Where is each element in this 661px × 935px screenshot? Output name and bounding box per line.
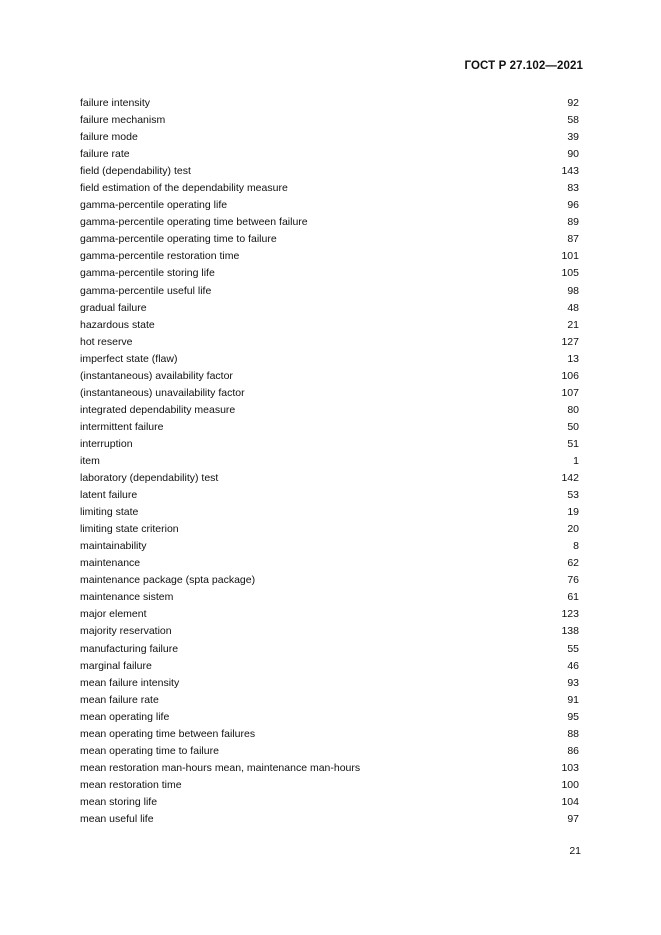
index-term: hazardous state: [80, 318, 155, 331]
index-entry: [80, 163, 579, 180]
index-page-ref: 87: [567, 233, 579, 246]
index-entry: [80, 197, 579, 214]
index-term: mean restoration time: [80, 778, 182, 791]
index-entry: [80, 760, 579, 777]
index-term: gamma-percentile storing life: [80, 267, 215, 280]
index-term: interruption: [80, 437, 133, 450]
index-entry: [80, 777, 579, 794]
index-term: (instantaneous) availability factor: [80, 369, 233, 382]
index-entry: [80, 504, 579, 521]
index-page-ref: 76: [567, 574, 579, 587]
index-page-ref: 39: [567, 131, 579, 144]
index-entry: [80, 368, 579, 385]
index-page-ref: 107: [561, 386, 579, 399]
index-page-ref: 19: [567, 506, 579, 519]
index-term: mean failure intensity: [80, 676, 180, 689]
index-term: mean restoration man-hours mean, maintenance man-hours: [80, 761, 361, 774]
index-term: majority reservation: [80, 625, 172, 638]
index-entry: [80, 436, 579, 453]
index-term: intermittent failure: [80, 420, 164, 433]
index-term: marginal failure: [80, 659, 152, 672]
index-term: gamma-percentile useful life: [80, 284, 212, 297]
index-page-ref: 127: [561, 335, 579, 348]
index-page-ref: 80: [567, 403, 579, 416]
index-entry: [80, 709, 579, 726]
index-term: maintainability: [80, 540, 147, 553]
index-entry: [80, 692, 579, 709]
index-entry: [80, 112, 579, 129]
index-page-ref: 8: [573, 540, 579, 553]
index-page-ref: 138: [561, 625, 579, 638]
index-entry: [80, 419, 579, 436]
index-term: imperfect state (flaw): [80, 352, 178, 365]
standard-code-header: ГОСТ Р 27.102—2021: [464, 60, 583, 72]
index-term: manufacturing failure: [80, 642, 179, 655]
index-entry: [80, 811, 579, 828]
index-page-ref: 50: [567, 420, 579, 433]
index-page-ref: 89: [567, 216, 579, 229]
index-entry: [80, 470, 579, 487]
index-entry: [80, 572, 579, 589]
index-entry: [80, 351, 579, 368]
index-entry: [80, 606, 579, 623]
index-page-ref: 123: [561, 608, 579, 621]
index-term: gamma-percentile operating life: [80, 199, 228, 212]
index-page-ref: 53: [567, 489, 579, 502]
index-term: (instantaneous) unavailability factor: [80, 386, 245, 399]
index-term: failure mechanism: [80, 114, 166, 127]
index-page-ref: 101: [561, 250, 579, 263]
index-page-ref: 88: [567, 727, 579, 740]
index-entry: [80, 794, 579, 811]
index-page-ref: 61: [567, 591, 579, 604]
index-entry: [80, 658, 579, 675]
index-term: field estimation of the dependability measure: [80, 182, 288, 195]
index-term: gamma-percentile operating time to failure: [80, 233, 277, 246]
index-term: gradual failure: [80, 301, 147, 314]
index-page-ref: 105: [561, 267, 579, 280]
index-page-ref: 13: [567, 352, 579, 365]
index-page-ref: 96: [567, 199, 579, 212]
index-term: latent failure: [80, 489, 138, 502]
index-term: failure rate: [80, 148, 130, 161]
index-entry: [80, 146, 579, 163]
index-entry: [80, 589, 579, 606]
index-page-ref: 100: [561, 778, 579, 791]
index-term: major element: [80, 608, 147, 621]
index-entry: [80, 743, 579, 760]
index-page-ref: 90: [567, 148, 579, 161]
index-entry: [80, 214, 579, 231]
index-term: failure mode: [80, 131, 138, 144]
index-page-ref: 83: [567, 182, 579, 195]
index-page-ref: 95: [567, 710, 579, 723]
index-term: laboratory (dependability) test: [80, 472, 219, 485]
index-page-ref: 92: [567, 97, 579, 109]
index-entry: [80, 283, 579, 300]
index-term: gamma-percentile restoration time: [80, 250, 240, 263]
index-term: mean operating time between failures: [80, 727, 256, 740]
index-page-ref: 55: [567, 642, 579, 655]
index-page-ref: 86: [567, 744, 579, 757]
index-term: item: [80, 454, 100, 467]
index-entry: [80, 402, 579, 419]
index-term: mean storing life: [80, 795, 158, 808]
index-entry: [80, 385, 579, 402]
index-term: field (dependability) test: [80, 165, 191, 178]
index-entry: [80, 95, 579, 112]
index-page-ref: 91: [567, 693, 579, 706]
index-page-ref: 21: [567, 318, 579, 331]
index-term: gamma-percentile operating time between failure: [80, 216, 308, 229]
index-entry: [80, 129, 579, 146]
index-entry: [80, 265, 579, 282]
index-page-ref: 143: [561, 165, 579, 178]
index-page-ref: 20: [567, 523, 579, 536]
index-page-ref: 104: [561, 795, 579, 808]
index-entry: [80, 487, 579, 504]
index-entry: [80, 641, 579, 658]
index-term: mean failure rate: [80, 693, 159, 706]
index-page-ref: 98: [567, 284, 579, 297]
index-entry: [80, 334, 579, 351]
index-term: integrated dependability measure: [80, 403, 236, 416]
index-term: mean operating time to failure: [80, 744, 219, 757]
index-page-ref: 106: [561, 369, 579, 382]
index-entry: [80, 453, 579, 470]
index-page-ref: 103: [561, 761, 579, 774]
index-entry: [80, 538, 579, 555]
index-term: hot reserve: [80, 335, 133, 348]
index-term: mean operating life: [80, 710, 170, 723]
index-entry: [80, 180, 579, 197]
index-entry: [80, 623, 579, 640]
index-entry: [80, 300, 579, 317]
index-term: limiting state: [80, 506, 139, 519]
index-page-ref: 46: [567, 659, 579, 672]
index-term: failure intensity: [80, 97, 151, 109]
index-page-ref: 58: [567, 114, 579, 127]
index-entry: [80, 675, 579, 692]
index-term: maintenance: [80, 557, 141, 570]
index-page-ref: 97: [567, 812, 579, 825]
index-page-ref: 142: [561, 472, 579, 485]
index-page-ref: 93: [567, 676, 579, 689]
index-entry: [80, 317, 579, 334]
index-page-ref: 62: [567, 557, 579, 570]
index-term: limiting state criterion: [80, 523, 179, 536]
index-entry: [80, 726, 579, 743]
index-term: maintenance package (spta package): [80, 574, 256, 587]
index-page-ref: 48: [567, 301, 579, 314]
index-entry: [80, 555, 579, 572]
index-entry: [80, 521, 579, 538]
index-page-ref: 51: [567, 437, 579, 450]
page-number: 21: [569, 845, 581, 857]
alphabetical-index: [80, 95, 579, 828]
index-page-ref: 1: [573, 454, 579, 467]
index-term: maintenance sistem: [80, 591, 174, 604]
index-entry: [80, 231, 579, 248]
index-entry: [80, 248, 579, 265]
index-term: mean useful life: [80, 812, 154, 825]
